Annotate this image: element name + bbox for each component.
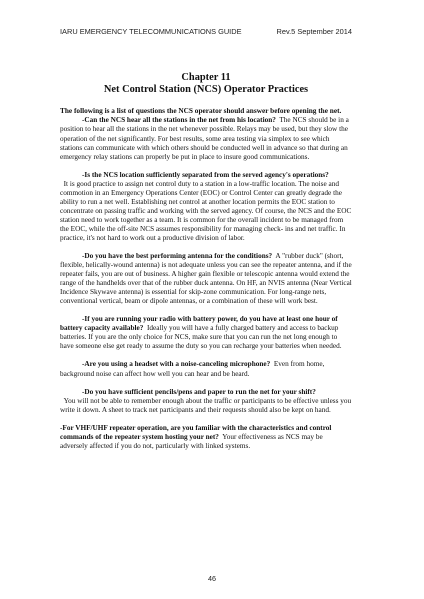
page-content — [60, 72, 352, 451]
item-body: Ideally you will have a fully charged battery and access to backup batteries. If you are the only choice for NCS, make sure that you can run the net long enough to have someone else get ready to assume the duty so you can recharge your batteries when needed. — [60, 324, 342, 351]
item-paragraph — [60, 171, 352, 243]
item-question: -Are you using a headset with a noise-canceling microphone? — [82, 360, 271, 369]
item-question: -If you are running your radio with battery power, do you have at least one hour of battery capacity available? — [60, 315, 338, 333]
item-paragraph — [60, 424, 352, 451]
item-body: A "rubber duck" (short, flexible, helically-wound antenna) is not adequate unless you can see the repeater antenna, and if the repeater fails, you are out of business. A higher gain flexible or telescopic antenna would extend the range of the handhelds over that of the rubber duck antenna. On HF, an NVIS antenna (Near Vertical Incidence Skywave antenna) is essential for skip-zone communication. For long-range nets, conventional vertical, beam or dipole antennas, or a combination of these will work best. — [60, 252, 352, 306]
item-body: It is good practice to assign net control duty to a station in a low-traffic location. The noise and commotion in an Emergency Operations Center (EOC) or Control Center can greatly degrade the ability to run a net well. Establishing net control at another location permits the EOC station to concentrate on passing traffic and working with the served agency. Of course, the NCS and the EOC station need to work together as a team. It is common for the overall incident to be managed from the EOC, while the off-site NCS assumes responsibility for managing check- ins and net traffic. In practice, it's not hard to work out a productive division of labor. — [60, 179, 352, 242]
item-question: -For VHF/UHF repeater operation, are you familiar with the characteristics and control commands of the repeater system hosting your net? — [60, 423, 332, 441]
item-body: Even from home, background noise can affect how well you can hear and be heard. — [60, 360, 325, 378]
header-revision: Rev.5 September 2014 — [276, 27, 352, 36]
item-question: -Do you have the best performing antenna for the conditions? — [82, 252, 273, 261]
item-body: The NCS should be in a position to hear all the stations in the net whenever possible. Relays may be used, but they slow the operation of the net significantly. For best results, some area testing via simplex to see which stations can communicate with which others should be conducted well in advance so that during an emergency relay stations can properly be put in place to insure good communications. — [60, 116, 349, 161]
item-body: You will not be able to remember enough about the traffic or participants to be effective unless you write it down. A sheet to track net participants and their requests should also be kept on hand. — [60, 396, 352, 414]
item-body: Your effectiveness as NCS may be adversely affected if you do not, particularly with linked systems. — [60, 432, 323, 450]
chapter-title: Net Control Station (NCS) Operator Practices — [103, 84, 309, 95]
chapter-heading: Chapter 11 — [181, 72, 231, 83]
item-paragraph — [60, 360, 352, 378]
intro-paragraph: The following is a list of questions the NCS operator should answer before opening the net. — [60, 106, 342, 115]
item-question: -Do you have sufficient pencils/pens and paper to run the net for your shift? — [82, 387, 316, 396]
item-paragraph — [60, 252, 352, 306]
item-paragraph — [60, 315, 352, 351]
header-guide-title: IARU EMERGENCY TELECOMMUNICATIONS GUIDE — [60, 27, 242, 36]
page-number: 46 — [208, 574, 216, 583]
item-paragraph — [60, 116, 352, 161]
item-question: -Is the NCS location sufficiently separated from the served agency's operations? — [82, 170, 329, 179]
item-paragraph — [60, 388, 352, 415]
item-question: -Can the NCS hear all the stations in the net from his location? — [82, 116, 276, 125]
